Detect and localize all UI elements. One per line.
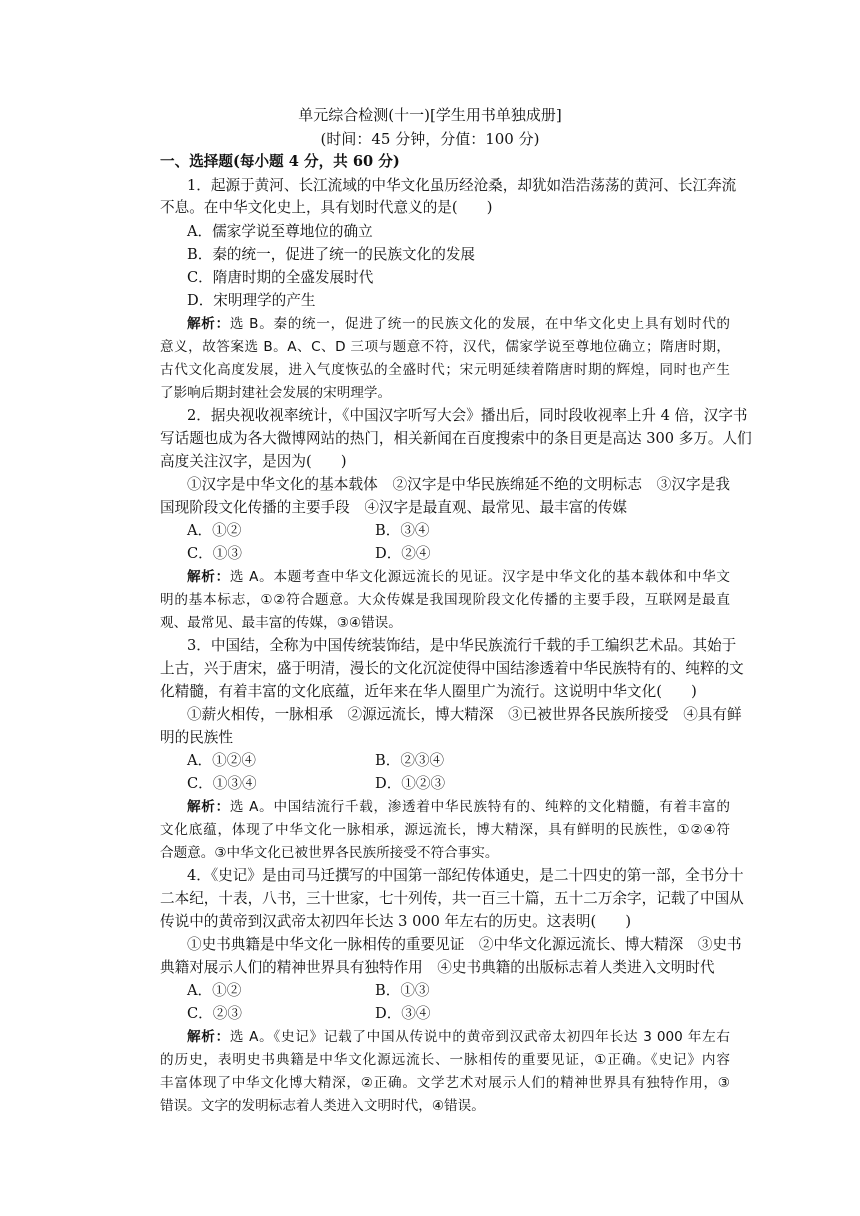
section-heading: 一、选择题(每小题 4 分，共 60 分) bbox=[160, 153, 400, 170]
q3-stem-line-1: 3．中国结，全称为中国传统装饰结，是中华民族流行千载的手工编织艺术品。其始于 bbox=[187, 637, 737, 654]
analysis-label: 解析： bbox=[187, 799, 230, 815]
analysis-label: 解析： bbox=[187, 569, 230, 585]
q4-option-c: C．②③ bbox=[187, 1005, 242, 1022]
q1-option-c: C．隋唐时期的全盛发展时代 bbox=[187, 269, 374, 286]
q1-analysis-line-1: 解析：选 B。秦的统一，促进了统一的民族文化的发展，在中华文化史上具有划时代的 bbox=[187, 316, 730, 332]
q3-stem-line-3: 化精髓，有着丰富的文化底蕴，近年来在华人圈里广为流行。这说明中华文化( ) bbox=[160, 683, 697, 700]
q4-option-d: D．③④ bbox=[375, 1005, 431, 1022]
q1-analysis-line-4: 了影响后期封建社会发展的宋明理学。 bbox=[160, 385, 392, 401]
q4-stem-line-3: 传说中的黄帝到汉武帝太初四年长达 3 000 年左右的历史。这表明( ) bbox=[160, 913, 632, 930]
q3-option-c: C．①③④ bbox=[187, 775, 257, 792]
q3-analysis-line-1: 解析：选 A。中国结流行千载，渗透着中华民族特有的、纯粹的文化精髓，有着丰富的 bbox=[187, 799, 731, 815]
q2-analysis-line-1: 解析：选 A。本题考查中华文化源远流长的见证。汉字是中华文化的基本载体和中华文 bbox=[187, 569, 731, 585]
q2-analysis-line-2: 明的基本标志，①②符合题意。大众传媒是我国现阶段文化传播的主要手段，互联网是最直 bbox=[160, 592, 730, 608]
q2-statement-line-1: ①汉字是中华文化的基本载体 ②汉字是中华民族绵延不绝的文明标志 ③汉字是我 bbox=[187, 476, 730, 493]
q2-option-c: C．①③ bbox=[187, 545, 242, 562]
q1-option-a: A．儒家学说至尊地位的确立 bbox=[187, 223, 373, 240]
q2-stem-line-2: 写话题也成为各大微博网站的热门，相关新闻在百度搜索中的条目更是高达 300 多万。人们 bbox=[160, 430, 752, 447]
q3-stem-line-2: 上古，兴于唐宋，盛于明清，漫长的文化沉淀使得中国结渗透着中华民族特有的、纯粹的文 bbox=[160, 660, 744, 677]
document-title: 单元综合检测(十一)[学生用书单独成册] bbox=[298, 106, 562, 124]
q3-statement-line-1: ①薪火相传，一脉相承 ②源远流长，博大精深 ③已被世界各民族所接受 ④具有鲜 bbox=[187, 706, 742, 723]
analysis-label: 解析： bbox=[187, 316, 230, 332]
q3-analysis-line-3: 合题意。③中华文化已被世界各民族所接受不符合事实。 bbox=[160, 845, 499, 861]
document-subtitle: (时间：45 分钟，分值：100 分) bbox=[320, 130, 540, 148]
q2-analysis-line-3: 观、最常见、最丰富的传媒，③④错误。 bbox=[160, 615, 402, 631]
q2-option-b: B．③④ bbox=[375, 522, 430, 539]
q1-stem-line-1: 1．起源于黄河、长江流域的中华文化虽历经沧桑，却犹如浩浩荡荡的黄河、长江奔流 bbox=[187, 177, 737, 194]
analysis-label: 解析： bbox=[187, 1029, 230, 1045]
q2-option-a: A．①② bbox=[187, 522, 242, 539]
q1-option-b: B．秦的统一，促进了统一的民族文化的发展 bbox=[187, 246, 476, 263]
q3-analysis-line-2: 文化底蕴，体现了中华文化一脉相承，源远流长，博大精深，具有鲜明的民族性，①②④符 bbox=[160, 822, 730, 838]
q4-statement-line-1: ①史书典籍是中华文化一脉相传的重要见证 ②中华文化源远流长、博大精深 ③史书 bbox=[187, 936, 742, 953]
q1-option-d: D．宋明理学的产生 bbox=[187, 292, 316, 309]
q1-analysis-line-2: 意义，故答案选 B。A、C、D 三项与题意不符，汉代，儒家学说至尊地位确立；隋唐时期， bbox=[160, 339, 730, 355]
q2-stem-line-3: 高度关注汉字，是因为( ) bbox=[160, 453, 347, 470]
q3-statement-line-2: 明的民族性 bbox=[160, 729, 233, 746]
q2-stem-line-1: 2．据央视收视率统计，《中国汉字听写大会》播出后，同时段收视率上升 4 倍，汉字书 bbox=[187, 407, 748, 424]
q3-option-a: A．①②④ bbox=[187, 752, 256, 769]
q3-option-d: D．①②③ bbox=[375, 775, 446, 792]
q2-statement-line-2: 国现阶段文化传播的主要手段 ④汉字是最直观、最常见、最丰富的传媒 bbox=[160, 499, 628, 516]
q4-analysis-line-3: 丰富体现了中华文化博大精深，②正确。文学艺术对展示人们的精神世界具有独特作用，③ bbox=[160, 1075, 730, 1091]
q1-stem-line-2: 不息。在中华文化史上，具有划时代意义的是( ) bbox=[160, 199, 493, 216]
q1-analysis-line-3: 古代文化高度发展，进入气度恢弘的全盛时代；宋元明延续着隋唐时期的辉煌，同时也产生 bbox=[160, 362, 730, 378]
q4-analysis-line-2: 的历史，表明史书典籍是中华文化源远流长、一脉相传的重要见证，①正确。《史记》内容 bbox=[160, 1052, 730, 1068]
q4-stem-line-2: 二本纪，十表，八书，三十世家，七十列传，共一百三十篇，五十二万余字，记载了中国从 bbox=[160, 890, 744, 907]
q4-analysis-line-1: 解析：选 A。《史记》记载了中国从传说中的黄帝到汉武帝太初四年长达 3 000 年左右 bbox=[187, 1029, 730, 1045]
q2-option-d: D．②④ bbox=[375, 545, 431, 562]
q4-option-b: B．①③ bbox=[375, 982, 430, 999]
q4-option-a: A．①② bbox=[187, 982, 242, 999]
q4-statement-line-2: 典籍对展示人们的精神世界具有独特作用 ④史书典籍的出版标志着人类进入文明时代 bbox=[160, 959, 715, 976]
q3-option-b: B．②③④ bbox=[375, 752, 445, 769]
q4-stem-line-1: 4．《史记》是由司马迁撰写的中国第一部纪传体通史，是二十四史的第一部，全书分十 bbox=[187, 867, 744, 884]
q4-analysis-line-4: 错误。文字的发明标志着人类进入文明时代，④错误。 bbox=[160, 1098, 485, 1114]
